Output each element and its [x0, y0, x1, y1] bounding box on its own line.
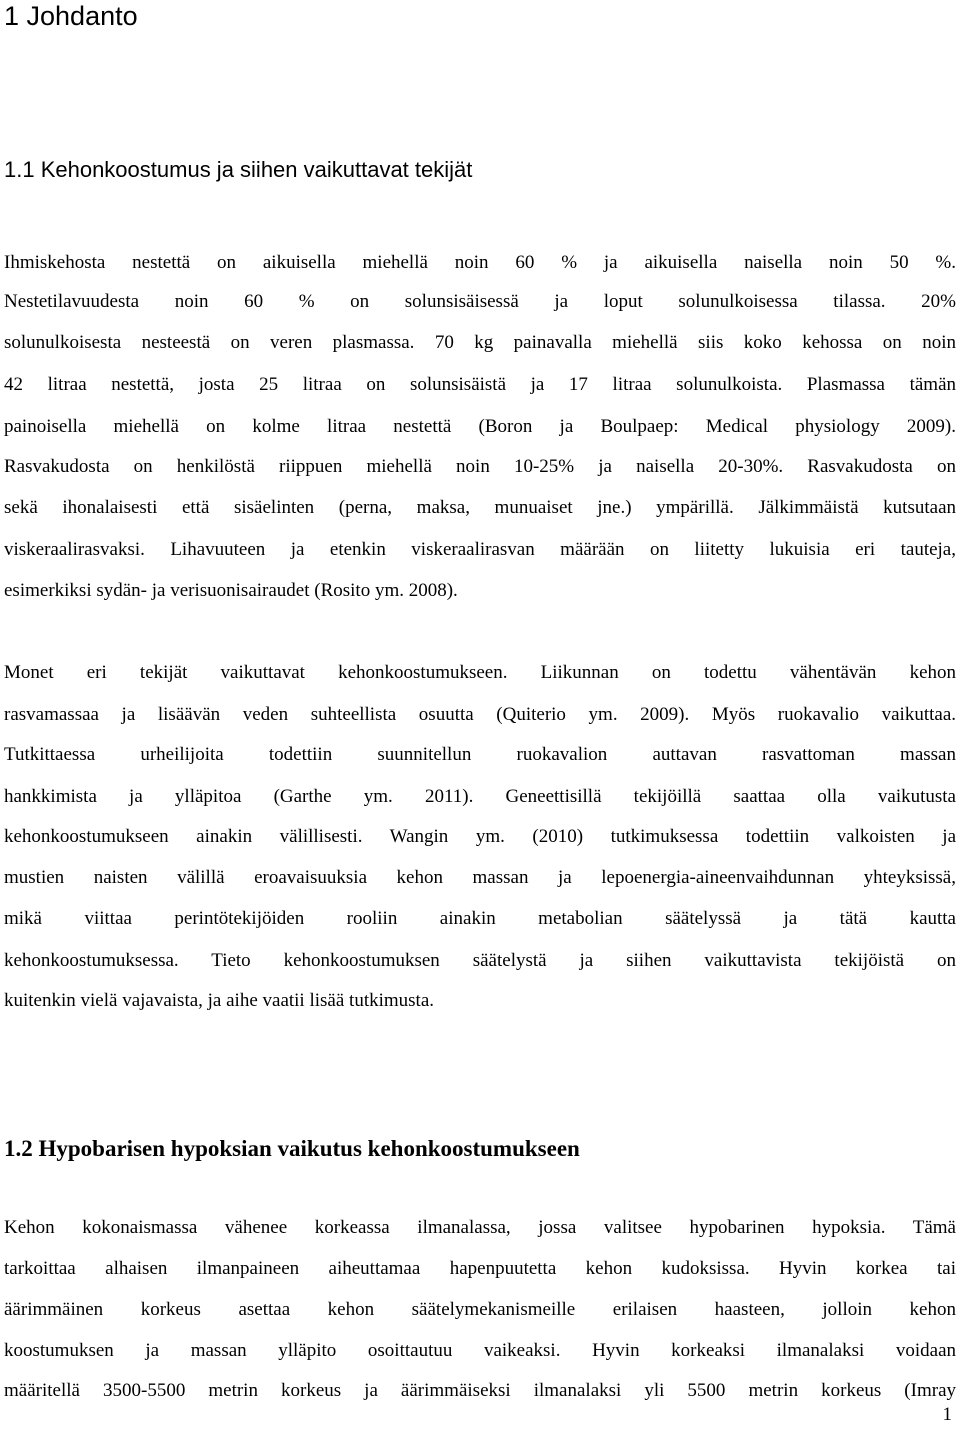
paragraph-line: tarkoittaa alhaisen ilmanpaineen aiheuttamaa hapenpuutetta kehon kudoksissa. Hyvin korkea tai: [4, 1258, 956, 1279]
paragraph-line: Nestetilavuudesta noin 60 % on solunsisäisessä ja loput solunulkoisessa tilassa. 20%: [4, 291, 956, 312]
paragraph-line: Ihmiskehosta nestettä on aikuisella miehellä noin 60 % ja aikuisella naisella noin 50 %.: [4, 252, 956, 273]
paragraph-line: solunulkoisesta nesteestä on veren plasmassa. 70 kg painavalla miehellä siis koko kehossa on noin: [4, 332, 956, 353]
paragraph-line: Kehon kokonaismassa vähenee korkeassa ilmanalassa, jossa valitsee hypobarinen hypoksia. Tämä: [4, 1217, 956, 1238]
paragraph-line: sekä ihonalaisesti että sisäelinten (perna, maksa, munuaiset jne.) ympärillä. Jälkimmäistä kutsutaan: [4, 497, 956, 518]
paragraph-line: mustien naisten välillä eroavaisuuksia kehon massan ja lepoenergia-aineenvaihdunnan yhteyksissä,: [4, 867, 956, 888]
chapter-heading: 1 Johdanto: [4, 1, 138, 31]
paragraph-line: mikä viittaa perintötekijöiden rooliin ainakin metabolian säätelyssä ja tätä kautta: [4, 908, 956, 929]
paragraph-line: äärimmäinen korkeus asettaa kehon säätelymekanismeille erilaisen haasteen, jolloin kehon: [4, 1299, 956, 1320]
paragraph-line: kehonkoostumuksessa. Tieto kehonkoostumuksen säätelystä ja siihen vaikuttavista tekijöistä on: [4, 950, 956, 971]
section-heading-1-1: 1.1 Kehonkoostumus ja siihen vaikuttavat tekijät: [4, 157, 473, 182]
paragraph-line: viskeraalirasvaksi. Lihavuuteen ja etenkin viskeraalirasvan määrään on liitetty lukuisia eri tauteja,: [4, 539, 956, 560]
paragraph-line: Monet eri tekijät vaikuttavat kehonkoostumukseen. Liikunnan on todettu vähentävän kehon: [4, 662, 956, 683]
paragraph-line: kehonkoostumukseen ainakin välillisesti. Wangin ym. (2010) tutkimuksessa todettiin valkoisten ja: [4, 826, 956, 847]
section-heading-1-2: 1.2 Hypobarisen hypoksian vaikutus kehonkoostumukseen: [4, 1136, 580, 1161]
paragraph-line: esimerkiksi sydän- ja verisuonisairaudet (Rosito ym. 2008).: [4, 580, 458, 601]
paragraph-line: Rasvakudosta on henkilöstä riippuen miehellä noin 10-25% ja naisella 20-30%. Rasvakudosta on: [4, 456, 956, 477]
paragraph-line: kuitenkin vielä vajavaista, ja aihe vaatii lisää tutkimusta.: [4, 990, 435, 1011]
paragraph-line: hankkimista ja ylläpitoa (Garthe ym. 2011). Geneettisillä tekijöillä saattaa olla vaikutusta: [4, 786, 956, 807]
paragraph-line: Tutkittaessa urheilijoita todettiin suunnitellun ruokavalion auttavan rasvattoman massan: [4, 744, 956, 765]
page-number: 1: [942, 1404, 952, 1425]
paragraph-line: rasvamassaa ja lisäävän veden suhteellista osuutta (Quiterio ym. 2009). Myös ruokavalio vaikuttaa.: [4, 704, 956, 725]
paragraph-line: 42 litraa nestettä, josta 25 litraa on solunsisäistä ja 17 litraa solunulkoista. Plasmassa tämän: [4, 374, 956, 395]
paragraph-line: koostumuksen ja massan ylläpito osoittautuu vaikeaksi. Hyvin korkeaksi ilmanalaksi voidaan: [4, 1340, 956, 1361]
paragraph-line: määritellä 3500-5500 metrin korkeus ja äärimmäiseksi ilmanalaksi yli 5500 metrin korkeus (Imray: [4, 1380, 956, 1401]
paragraph-line: painoisella miehellä on kolme litraa nestettä (Boron ja Boulpaep: Medical physiology 2009).: [4, 416, 956, 437]
